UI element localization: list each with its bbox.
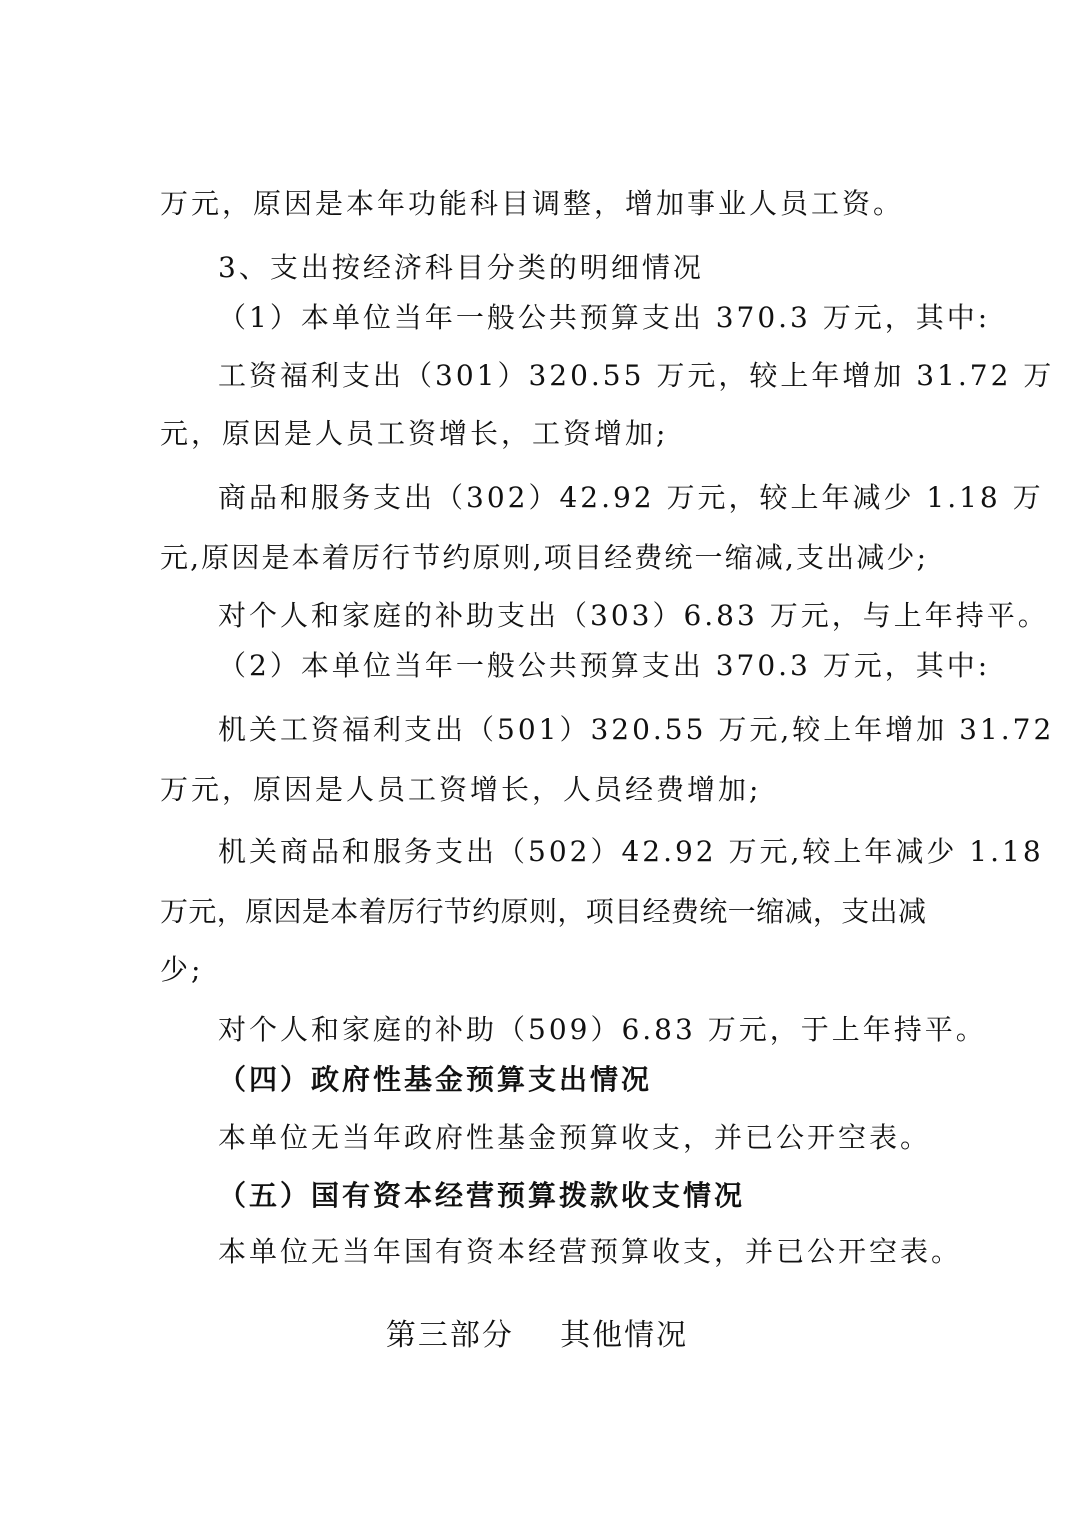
text-line-8: 对个人和家庭的补助支出（303）6.83 万元，与上年持平。 — [218, 599, 1049, 632]
text-line-13: 万元，原因是本着厉行节约原则，项目经费统一缩减，支出减 — [160, 895, 926, 928]
text-line-7: 元,原因是本着厉行节约原则,项目经费统一缩减,支出减少; — [160, 541, 926, 574]
text-line-17: 本单位无当年国有资本经营预算收支，并已公开空表。 — [218, 1235, 963, 1268]
text-line-5: 元，原因是人员工资增长，工资增加; — [160, 417, 669, 450]
text-line-2: 3、支出按经济科目分类的明细情况 — [218, 251, 704, 284]
part-heading: 第三部分 其他情况 — [385, 1318, 689, 1353]
text-line-15: 对个人和家庭的补助（509）6.83 万元，于上年持平。 — [218, 1013, 987, 1046]
text-line-11: 万元，原因是人员工资增长，人员经费增加; — [160, 773, 762, 806]
text-line-6: 商品和服务支出（302）42.92 万元，较上年减少 1.18 万 — [218, 481, 1044, 514]
text-line-14: 少; — [160, 953, 204, 986]
text-line-12: 机关商品和服务支出（502）42.92 万元,较上年减少 1.18 — [218, 835, 1044, 868]
text-line-10: 机关工资福利支出（501）320.55 万元,较上年增加 31.72 — [218, 713, 1055, 746]
text-line-9: （2）本单位当年一般公共预算支出 370.3 万元，其中: — [218, 649, 991, 682]
text-line-16: 本单位无当年政府性基金预算收支，并已公开空表。 — [218, 1121, 932, 1154]
text-line-3: （1）本单位当年一般公共预算支出 370.3 万元，其中: — [218, 301, 991, 334]
section-heading-4: （四）政府性基金预算支出情况 — [218, 1063, 653, 1096]
section-heading-5: （五）国有资本经营预算拨款收支情况 — [218, 1179, 746, 1212]
text-line-1: 万元，原因是本年功能科目调整，增加事业人员工资。 — [160, 187, 905, 220]
text-line-4: 工资福利支出（301）320.55 万元，较上年增加 31.72 万 — [218, 359, 1055, 392]
